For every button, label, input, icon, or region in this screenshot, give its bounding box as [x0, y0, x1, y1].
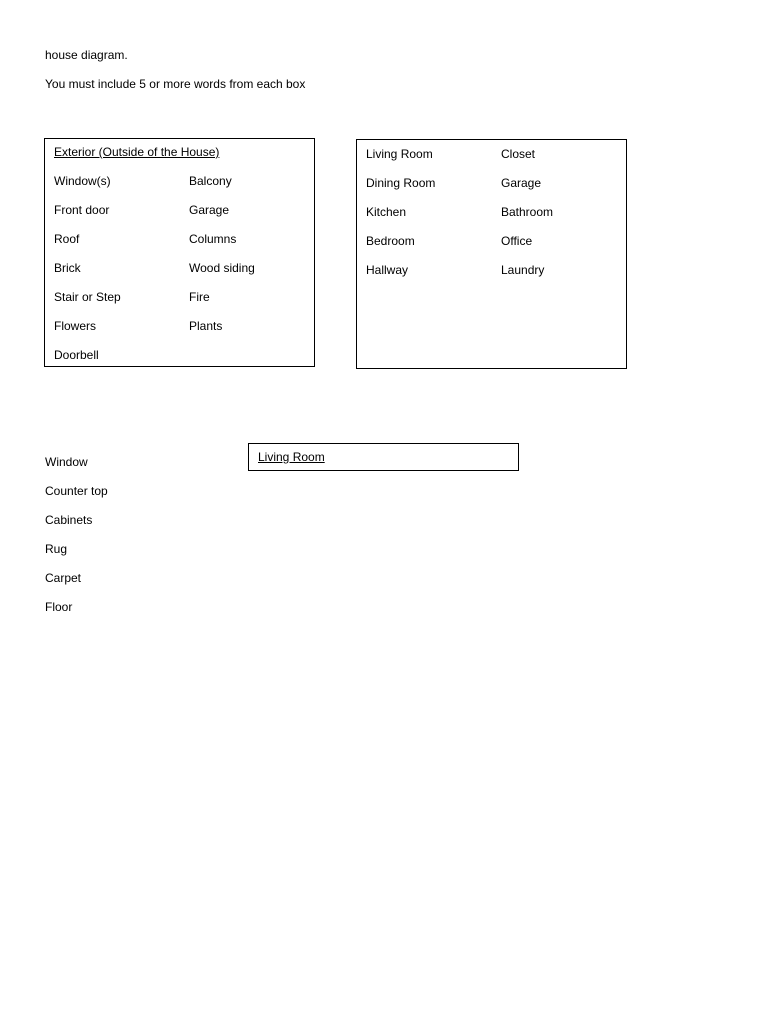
room-word: Closet [501, 147, 536, 161]
exterior-word: Columns [189, 232, 237, 246]
room-word: Bathroom [501, 205, 554, 219]
intro-line-1: house diagram. [45, 48, 128, 62]
living-room-box-title: Living Room [258, 450, 325, 464]
exterior-box-title: Exterior (Outside of the House) [54, 145, 220, 159]
exterior-word: Wood siding [189, 261, 255, 275]
exterior-word: Front door [54, 203, 110, 217]
exterior-word: Doorbell [54, 348, 99, 362]
rooms-word-box [356, 139, 627, 369]
living-room-box [248, 443, 519, 471]
extra-word: Cabinets [45, 513, 93, 527]
extra-word: Floor [45, 600, 73, 614]
room-word: Hallway [366, 263, 409, 277]
exterior-word: Roof [54, 232, 80, 246]
exterior-word: Flowers [54, 319, 97, 333]
exterior-word-box [44, 138, 315, 367]
rooms-word-grid [366, 146, 611, 291]
extra-word: Window [45, 455, 88, 469]
room-word: Laundry [501, 263, 545, 277]
room-word: Dining Room [366, 176, 436, 190]
exterior-word: Stair or Step [54, 290, 121, 304]
exterior-word: Garage [189, 203, 230, 217]
room-word: Living Room [366, 147, 433, 161]
intro-line-2: You must include 5 or more words from each box [45, 77, 306, 91]
extra-word-list [45, 454, 108, 628]
room-word: Kitchen [366, 205, 407, 219]
room-word: Office [501, 234, 533, 248]
exterior-word: Fire [189, 290, 210, 304]
extra-word: Carpet [45, 571, 82, 585]
exterior-word: Window(s) [54, 174, 111, 188]
exterior-word: Plants [189, 319, 223, 333]
extra-word: Rug [45, 542, 68, 556]
extra-word: Counter top [45, 484, 108, 498]
exterior-word: Brick [54, 261, 81, 275]
room-word: Garage [501, 176, 542, 190]
room-word: Bedroom [366, 234, 415, 248]
exterior-word-grid [54, 173, 299, 376]
exterior-word: Balcony [189, 174, 232, 188]
